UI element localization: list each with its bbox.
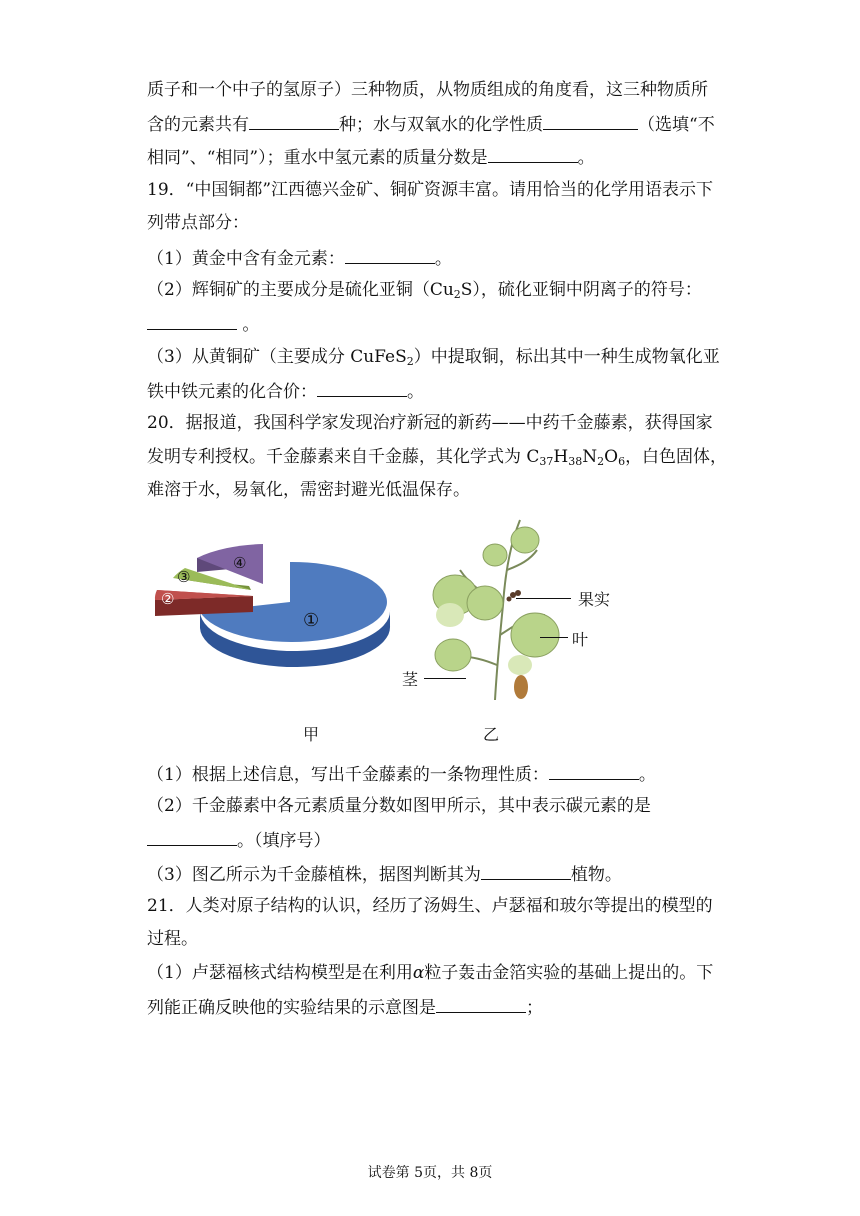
q19-part2-answer: 。 [147,313,259,335]
q21-part1-cont: 列能正确反映他的实验结果的示意图是 ； [147,998,543,1018]
q20-part2: （2）千金藤素中各元素质量分数如图甲所示，其中表示碳元素的是 [147,796,651,816]
answer-blank[interactable] [147,829,237,846]
q19-part1: （1）黄金中含有金元素： 。 [147,249,452,269]
pie-label-4: ④ [233,554,247,572]
q19-part3-cont: 铁中铁元素的化合价： 。 [147,382,424,402]
pie-label-1: ① [303,610,320,631]
q20-part1: （1）根据上述信息，写出千金藤素的一条物理性质： 。 [147,765,656,785]
q18-line2: 含的元素共有 种；水与双氧水的化学性质 （选填“不 [147,115,715,135]
q19-line1: 19．“中国铜都”江西德兴金矿、铜矿资源丰富。请用恰当的化学用语表示下 [147,180,714,200]
qianjinteng-plant-illustration [425,515,565,705]
answer-blank[interactable] [317,380,407,397]
pointer-line [540,637,568,638]
q21-line2: 过程。 [147,929,198,949]
q18-line1: 质子和一个中子的氢原子）三种物质，从物质组成的角度看，这三种物质所 [147,80,708,100]
q20-line2: 发明专利授权。千金藤素来自千金藤，其化学式为 $C_{37}H_{38}N_2O_6$，白色固体， [147,447,728,468]
answer-blank[interactable] [345,247,435,264]
q20-part2-answer: 。（填序号） [147,829,331,851]
label-stem: 茎 [402,670,419,689]
pointer-line [424,678,466,679]
pie-label-3: ③ [177,568,191,586]
answer-blank[interactable] [436,996,526,1013]
q19-part2: （2）辉铜矿的主要成分是硫化亚铜$(Cu_2S)$，硫化亚铜中阴离子的符号： [147,280,702,301]
pie-label-2: ② [161,590,175,608]
q18-line3: 相同”、“相同”）；重水中氢元素的质量分数是 。 [147,148,595,168]
answer-blank[interactable] [488,146,578,163]
figure-caption-a: 甲 [303,725,320,744]
page-footer: 试卷第 5页，共 8页 [367,1165,493,1181]
q21-line1: 21．人类对原子结构的认识，经历了汤姆生、卢瑟福和玻尔等提出的模型的 [147,896,713,916]
q20-line3: 难溶于水，易氧化，需密封避光低温保存。 [147,480,470,500]
element-mass-fraction-pie [145,540,395,690]
answer-blank[interactable] [543,113,638,130]
answer-blank[interactable] [481,863,571,880]
answer-blank[interactable] [549,763,639,780]
q19-line2: 列带点部分： [147,213,249,233]
answer-blank[interactable] [249,113,339,130]
q21-part1: （1）卢瑟福核式结构模型是在利用α粒子轰击金箔实验的基础上提出的。下 [147,963,714,983]
q20-line1: 20．据报道，我国科学家发现治疗新冠的新药——中药千金藤素，获得国家 [147,413,713,433]
label-fruit: 果实 [578,590,611,609]
answer-blank[interactable] [147,313,237,330]
figure-caption-b: 乙 [483,725,500,744]
label-leaf: 叶 [572,630,589,649]
q19-part3: （3）从黄铜矿（主要成分 CuFeS$_2$）中提取铜，标出其中一种生成物氧化亚 [147,347,720,368]
pointer-line [516,598,571,599]
q20-part3: （3）图乙所示为千金藤植株，据图判断其为 植物。 [147,865,622,885]
